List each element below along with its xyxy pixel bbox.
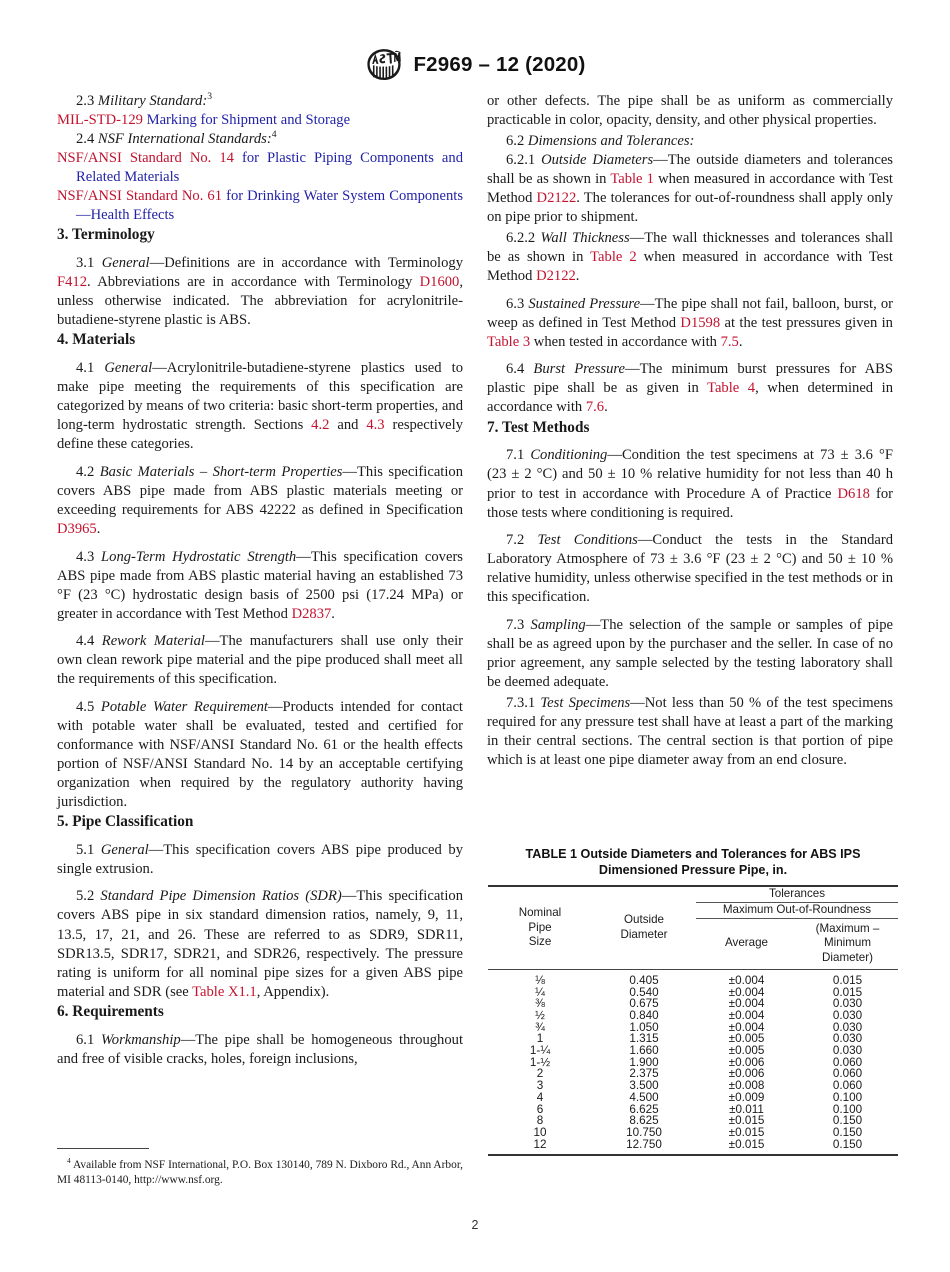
table-reference-link[interactable]: Table 2 <box>590 249 637 266</box>
left-column <box>57 92 463 1069</box>
table-cell-outside-diameter: 12.750 <box>592 1139 696 1156</box>
ref-2-3-title: Military Standard: <box>97 93 208 109</box>
table-cell-outside-diameter: 0.405 <box>592 969 696 986</box>
paragraph-number: 4.4 <box>76 633 95 650</box>
table-cell-nominal-pipe-size: 1-¼ <box>529 1044 551 1058</box>
paragraph-title: Outside Diameters <box>541 152 654 169</box>
paragraph-number: 7.2 <box>506 532 525 549</box>
paragraph-number: 7.3 <box>506 616 525 633</box>
table-cell-out-of-roundness: 0.015 <box>832 985 863 999</box>
table-cell-average-tolerance: ±0.015 <box>696 1139 797 1156</box>
paragraph-4-1: 4.1 General—Acrylonitrile-butadiene-styrene plastics used to make pipe meeting the requirements of this specification are categorized by means of two criteria: basic short-term properties, and long-term hydrostatic strength. Sections 4.2 and 4.3 respectively define these categories. <box>57 360 463 453</box>
ref-2-4-title: NSF International Standards: <box>97 131 272 148</box>
table-reference-link[interactable]: Table 4 <box>707 380 756 397</box>
paragraph-title: General <box>100 841 149 858</box>
paragraph-number: 7.1 <box>506 447 525 464</box>
table-cell-outside-diameter: 3.500 <box>629 1079 659 1093</box>
paragraph-title: Test Conditions <box>537 532 638 549</box>
ref-2-4-number: 2.4 <box>76 131 95 148</box>
paragraph-title: Basic Materials – Short-term Properties <box>99 463 343 480</box>
paragraph-6-2-2: 6.2.2 Wall Thickness—The wall thicknesses and tolerances shall be as shown in Table 2 when measured in accordance with Test Method D2122. <box>487 230 893 285</box>
table-cell-nominal-pipe-size: 1 <box>536 1032 544 1046</box>
paragraph-title: Rework Material <box>101 633 205 650</box>
paragraph-number: 6.1 <box>76 1031 95 1048</box>
paragraph-number: 7.3.1 <box>506 694 536 711</box>
table-1-body <box>488 969 898 1155</box>
paragraph-number: 6.4 <box>506 361 525 378</box>
paragraph-4-4: 4.4 Rework Material—The manufacturers shall use only their own clean rework pipe material and the pipe produced shall meet all the requirements of this specification. <box>57 633 463 688</box>
table-cell-nominal-pipe-size: 3 <box>536 1079 544 1093</box>
table-cell-nominal-pipe-size: 4 <box>536 1090 544 1104</box>
table-cell-nominal-pipe-size: 1-½ <box>529 1055 551 1069</box>
table-cell-outside-diameter: 10.750 <box>626 1125 662 1139</box>
table-row <box>488 1127 898 1139</box>
reference-entry[interactable] <box>57 149 463 187</box>
paragraph-7-3-1: 7.3.1 Test Specimens—Not less than 50 % of the test specimens required for any pressure test shall have at least a part of the marking in their central sections. The central section is that portion of pipe which is at least one pipe diameter away from an end closure. <box>487 694 894 768</box>
ref-2-3-footnote-marker: 3 <box>207 91 213 103</box>
footnote-area <box>57 1148 463 1188</box>
paragraph-number: 6.2.1 <box>506 152 536 169</box>
table-cell-outside-diameter: 6.625 <box>629 1102 659 1116</box>
paragraph-4-3: 4.3 Long-Term Hydrostatic Strength—This specification covers ABS pipe made from ABS plastic material having an established 73 °F (23 °C) hydrostatic design basis of 2500 psi (17.24 MPa) or greater in accordance with Test Method D2837. <box>57 548 463 622</box>
table-reference-link[interactable]: Table 3 <box>487 333 531 350</box>
table-cell-outside-diameter: 1.660 <box>629 1044 659 1058</box>
table-1 <box>488 885 898 1156</box>
paragraph-title: Wall Thickness <box>540 230 630 247</box>
paragraph-7-1: 7.1 Conditioning—Condition the test specimens at 73 ± 3.6 °F (23 ± 2 °C) and 50 ± 10 % relative humidity for not less than 40 h prior to test in accordance with Procedure A of Practice D618 for those tests where conditioning is required. <box>487 447 893 521</box>
paragraph-number: 4.3 <box>76 548 95 565</box>
table-cell-outside-diameter: 1.315 <box>629 1032 659 1046</box>
paragraph-number: 6.2 <box>506 133 525 150</box>
standard-reference-link[interactable]: D2122 <box>536 190 577 207</box>
paragraph-number: 4.1 <box>76 360 95 377</box>
table-cell-out-of-roundness: 0.030 <box>832 1020 863 1034</box>
ref-2-3-number: 2.3 <box>76 93 95 109</box>
table-cell-average-tolerance: ±0.015 <box>728 1114 765 1128</box>
table-reference-link[interactable]: Table X1.1 <box>192 983 257 1000</box>
paragraph-title: Burst Pressure <box>533 361 626 378</box>
right-column <box>487 92 893 770</box>
table-cell-average-tolerance: ±0.004 <box>728 1008 765 1022</box>
table-cell-average-tolerance: ±0.004 <box>728 1020 765 1034</box>
table-cell-nominal-pipe-size: ⅜ <box>535 997 545 1011</box>
table-cell-out-of-roundness: 0.150 <box>832 1114 863 1128</box>
table-cell-average-tolerance: ±0.009 <box>728 1090 765 1104</box>
table-cell-out-of-roundness: 0.060 <box>832 1079 863 1093</box>
table-cell-outside-diameter: 8.625 <box>629 1114 659 1128</box>
table-cell-nominal-pipe-size: ⅛ <box>488 969 592 986</box>
section-heading-terminology: 3. Terminology <box>57 226 155 244</box>
paragraph-5-2: 5.2 Standard Pipe Dimension Ratios (SDR)—This specification covers ABS pipe in six standard dimension ratios, namely, 9, 11, 13.5, 17, 21, and 26. These are referred to as SDR9, SDR11, SDR13.5, SDR17, SDR21, and SDR26, respectively. The pressure rating is uniform for all nominal pipe sizes for a given ABS pipe material and SDR (see Table X1.1, Appendix). <box>57 888 464 1000</box>
section-heading-pipe-classification: 5. Pipe Classification <box>57 812 194 830</box>
section-heading-test-methods: 7. Test Methods <box>487 418 590 436</box>
table-cell-average-tolerance: ±0.008 <box>728 1079 765 1093</box>
paragraph-4-5: 4.5 Potable Water Requirement—Products intended for contact with potable water shall be evaluated, tested and certified for conformance with NSF/ANSI Standard No. 61 or the health effects portion of NSF/ANSI Standard No. 14 by an acceptable certifying organization when required by the regulatory authority having jurisdiction. <box>57 698 463 810</box>
paragraph-number: 5.2 <box>76 888 95 905</box>
table-cell-outside-diameter: 4.500 <box>629 1090 659 1104</box>
paragraph-number: 6.2.2 <box>506 230 536 247</box>
paragraph-7-3: 7.3 Sampling—The selection of the sample or samples of pipe shall be as agreed upon by the purchaser and the seller. In case of no prior agreement, any sample selected by the testing laboratory shall be deemed adequate. <box>487 616 893 690</box>
paragraph-title: General <box>104 360 153 377</box>
table-cell-nominal-pipe-size: ¼ <box>535 985 545 999</box>
paragraph-5-1: 5.1 General—This specification covers ABS pipe produced by single extrusion. <box>57 841 463 877</box>
section-heading-requirements: 6. Requirements <box>57 1002 164 1020</box>
reference-title[interactable]: Marking for Shipment and Storage <box>146 112 351 129</box>
ref-2-3-heading <box>57 92 463 111</box>
reference-designation[interactable]: NSF/ANSI Standard No. 14 <box>57 150 234 167</box>
paragraph-title: Sampling <box>530 616 586 633</box>
table-header-nominal-pipe-size: Nominal Pipe Size <box>488 886 592 969</box>
reference-designation[interactable]: NSF/ANSI Standard No. 61 <box>57 188 223 205</box>
footnote-text: Available from NSF International, P.O. Box 130140, 789 N. Dixboro Rd., Ann Arbor, MI 48113-0140, http://www.nsf.org. <box>57 1159 463 1187</box>
reference-title[interactable]: for Plastic Piping Components and Related Materials <box>76 150 463 186</box>
reference-designation[interactable]: MIL-STD-129 <box>57 112 143 129</box>
table-cell-average-tolerance: ±0.005 <box>728 1044 765 1058</box>
standard-reference-link[interactable]: D1600 <box>419 274 460 291</box>
paragraph-3-1: 3.1 General—Definitions are in accordance with Terminology F412. Abbreviations are in accordance with Terminology D1600, unless otherwise indicated. The abbreviation for acrylonitrile-butadiene-styrene plastic is ABS. <box>57 255 464 329</box>
standard-reference-link[interactable]: D2122 <box>536 268 576 285</box>
paragraph-title: General <box>101 255 150 272</box>
standard-reference-link[interactable]: D2837 <box>291 605 332 622</box>
paragraph-number: 6.3 <box>506 295 525 312</box>
table-header-max-minus-min-diameter: (Maximum – Minimum Diameter) <box>797 918 898 969</box>
table-cell-out-of-roundness: 0.150 <box>797 1139 898 1156</box>
paragraph-title: Conditioning <box>530 447 608 464</box>
table-row <box>488 969 898 986</box>
table-cell-out-of-roundness: 0.030 <box>832 1008 863 1022</box>
table-header-span-max-out-of-roundness: Maximum Out-of-Roundness <box>696 902 898 918</box>
table-row <box>488 1139 898 1156</box>
section-reference-link[interactable]: 4.2 <box>311 417 330 434</box>
table-title-line-2: Dimensioned Pressure Pipe, in. <box>598 863 788 878</box>
table-cell-average-tolerance: ±0.004 <box>696 969 797 986</box>
reference-entry[interactable] <box>57 187 463 225</box>
table-cell-out-of-roundness: 0.015 <box>797 969 898 986</box>
table-header-outside-diameter: Outside Diameter <box>592 886 696 969</box>
paragraph-title: Long-Term Hydrostatic Strength <box>101 548 297 565</box>
table-cell-out-of-roundness: 0.100 <box>832 1090 863 1104</box>
paragraph-7-2: 7.2 Test Conditions—Conduct the tests in the Standard Laboratory Atmosphere of 73 ± 3.6 °F (23 ± 2 °C) and 50 ± 10 % relative humidity, unless otherwise specified in the test methods or in this specification. <box>487 532 893 606</box>
table-1-title <box>488 846 898 878</box>
reference-entry[interactable] <box>57 111 463 130</box>
standard-reference-link[interactable]: D3965 <box>57 521 97 537</box>
paragraph-title: Standard Pipe Dimension Ratios (SDR) <box>100 888 342 905</box>
table-cell-nominal-pipe-size: ½ <box>535 1008 545 1022</box>
table-cell-out-of-roundness: 0.100 <box>832 1102 863 1116</box>
paragraph-number: 4.5 <box>76 698 95 715</box>
table-title-line-1: TABLE 1 Outside Diameters and Tolerances for ABS IPS <box>525 847 861 861</box>
table-reference-link[interactable]: Table 1 <box>610 171 654 188</box>
section-reference-link[interactable]: 7.5 <box>720 333 739 350</box>
table-cell-out-of-roundness: 0.060 <box>832 1067 863 1081</box>
table-row <box>488 1092 898 1104</box>
ref-2-4-footnote-marker: 4 <box>271 129 277 141</box>
document-designation: F2969 – 12 (2020) <box>413 53 586 76</box>
page-number: 2 <box>471 1218 479 1232</box>
standard-reference-link[interactable]: F412 <box>57 274 88 291</box>
table-cell-out-of-roundness: 0.030 <box>832 997 863 1011</box>
table-cell-outside-diameter: 2.375 <box>629 1067 659 1081</box>
paragraph-title: Workmanship <box>100 1031 181 1048</box>
table-1-head <box>488 886 898 969</box>
paragraph-number: 3.1 <box>76 255 95 272</box>
table-cell-outside-diameter: 0.540 <box>629 985 659 999</box>
table-cell-average-tolerance: ±0.006 <box>728 1055 765 1069</box>
paragraph-6-1: 6.1 Workmanship—The pipe shall be homogeneous throughout and free of visible cracks, holes, foreign inclusions, <box>57 1031 463 1067</box>
footnote-marker: 4 <box>67 1156 71 1166</box>
table-cell-out-of-roundness: 0.060 <box>832 1055 863 1069</box>
document-header <box>0 48 950 82</box>
table-cell-average-tolerance: ±0.006 <box>728 1067 765 1081</box>
standard-reference-link[interactable]: D1598 <box>680 314 721 331</box>
table-cell-out-of-roundness: 0.150 <box>832 1125 863 1139</box>
table-cell-nominal-pipe-size: 6 <box>536 1102 544 1116</box>
paragraph-6-2-1: 6.2.1 Outside Diameters—The outside diameters and tolerances shall be as shown in Table 1 when measured in accordance with Test Method D2122. The tolerances for out-of-roundness shall apply only on pipe prior to shipment. <box>487 152 893 226</box>
section-reference-link[interactable]: 4.3 <box>366 417 385 434</box>
table-cell-nominal-pipe-size: ¾ <box>535 1020 545 1034</box>
section-heading-materials: 4. Materials <box>57 331 136 349</box>
section-reference-link[interactable]: 7.6 <box>585 399 605 416</box>
table-cell-average-tolerance: ±0.015 <box>728 1125 765 1139</box>
ref-2-4-heading <box>57 130 463 149</box>
paragraph-6-2 <box>487 132 893 151</box>
table-cell-outside-diameter: 0.675 <box>629 997 659 1011</box>
table-row <box>488 1010 898 1022</box>
table-cell-average-tolerance: ±0.004 <box>728 985 765 999</box>
table-cell-nominal-pipe-size: 8 <box>536 1114 544 1128</box>
table-header-row-tolerances <box>488 886 898 902</box>
table-cell-nominal-pipe-size: 10 <box>533 1125 547 1139</box>
paragraph-title: Sustained Pressure <box>528 295 641 312</box>
table-1-block <box>488 846 898 1156</box>
paragraph-number: 4.2 <box>76 463 95 480</box>
astm-logo-icon <box>364 48 404 82</box>
table-row <box>488 1045 898 1057</box>
table-cell-nominal-pipe-size: 12 <box>488 1139 592 1156</box>
standard-reference-link[interactable]: D618 <box>837 485 870 502</box>
paragraph-title: Test Specimens <box>540 694 631 711</box>
paragraph-6-1-continued: or other defects. The pipe shall be as uniform as commercially practicable in color, opacity, density, and other physical properties. <box>487 93 893 129</box>
table-cell-out-of-roundness: 0.030 <box>832 1044 863 1058</box>
table-cell-nominal-pipe-size: 2 <box>536 1067 544 1081</box>
paragraph-4-2: 4.2 Basic Materials – Short-term Properties—This specification covers ABS pipe made from ABS plastic materials meeting or exceeding requirements for ABS 42222 as defined in Specification D3965. <box>57 463 463 537</box>
paragraph-6-4: 6.4 Burst Pressure—The minimum burst pressures for ABS plastic pipe shall be as given in Table 4, when determined in accordance with 7.6. <box>487 361 894 416</box>
reference-title[interactable]: for Drinking Water System Components—Health Effects <box>76 188 463 224</box>
paragraph-6-3: 6.3 Sustained Pressure—The pipe shall not fail, balloon, burst, or weep as defined in Test Method D1598 at the test pressures given in Table 3 when tested in accordance with 7.5. <box>487 295 893 350</box>
table-cell-average-tolerance: ±0.004 <box>728 997 765 1011</box>
table-cell-outside-diameter: 1.050 <box>629 1020 659 1034</box>
table-cell-out-of-roundness: 0.030 <box>832 1032 863 1046</box>
table-cell-outside-diameter: 0.840 <box>629 1008 659 1022</box>
footnote-4 <box>57 1158 463 1188</box>
table-cell-average-tolerance: ±0.005 <box>728 1032 765 1046</box>
table-cell-outside-diameter: 1.900 <box>629 1055 659 1069</box>
paragraph-title: Potable Water Requirement <box>100 698 268 715</box>
table-header-span-tolerances: Tolerances <box>696 886 898 902</box>
table-header-average: Average <box>696 918 797 969</box>
table-cell-average-tolerance: ±0.011 <box>729 1102 764 1116</box>
paragraph-number: 5.1 <box>76 841 95 858</box>
paragraph-title: Dimensions and Tolerances: <box>527 133 695 150</box>
footnote-separator <box>57 1148 149 1149</box>
